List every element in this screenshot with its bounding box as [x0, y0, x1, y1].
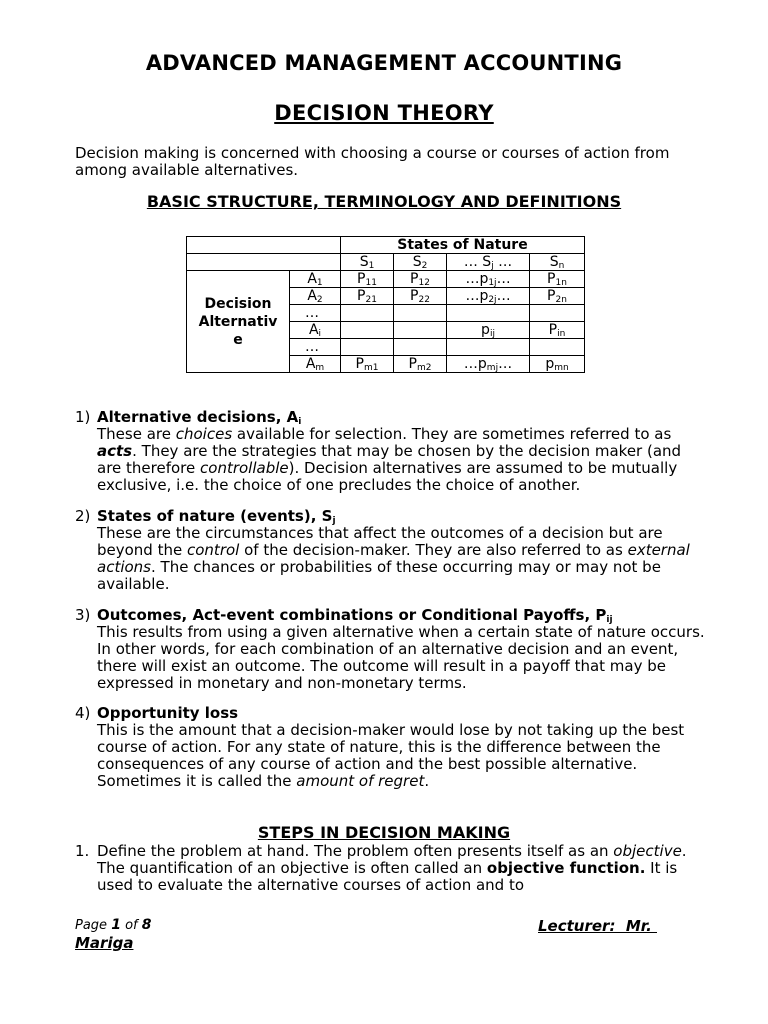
alt-a2: $A_2$ — [290, 288, 341, 305]
item-heading: Alternative decisions, $A_i$ — [97, 408, 302, 427]
table-row — [187, 254, 585, 271]
item-text: This results from using a given alternative when a certain state of nature occurs. In other words, for each combination of an alternative decision and an event, there will exist an outcome. The outcome will result in a payoff that may be expressed in monetary and non-monetary terms. — [97, 623, 705, 692]
decision-alternative-label: Decision Alternativ e — [187, 271, 290, 373]
item-text: This is the amount that a decision-maker would lose by not taking up the best course of action. For any state of nature, this is the difference between the consequences of any course of action and the best possible alternative. Sometimes it is called the amount of regret. — [97, 721, 685, 790]
item-heading: Opportunity loss — [97, 704, 239, 722]
state-s2: $S_2$ — [394, 254, 447, 271]
document-subtitle: DECISION THEORY — [274, 101, 494, 125]
item-number: 4) — [75, 704, 91, 722]
empty-cell — [530, 305, 585, 322]
item-heading: Outcomes, Act-event combinations or Conditional Payoffs, $P_{ij}$ — [97, 606, 613, 625]
page-footer — [75, 917, 695, 957]
alt-a1: $A_1$ — [290, 271, 341, 288]
payoff-p1n: $P_{1n}$ — [530, 271, 585, 288]
payoff-pij: $p_{ij}$ — [447, 322, 530, 339]
alt-am: $A_m$ — [290, 356, 341, 373]
document-title: ADVANCED MANAGEMENT ACCOUNTING — [145, 51, 623, 75]
item-number: 1. — [75, 842, 90, 860]
definition-item — [75, 409, 705, 494]
item-number: 1) — [75, 408, 91, 426]
intro-paragraph: Decision making is concerned with choosing a course or courses of action from among available alternatives. — [75, 144, 670, 179]
definition-item — [75, 508, 705, 593]
section-heading-steps: STEPS IN DECISION MAKING — [257, 823, 511, 842]
alt-ellipsis: … — [290, 339, 341, 356]
states-of-nature-header: States of Nature — [341, 237, 585, 254]
table-row — [187, 271, 585, 288]
alt-ai: $A_i$ — [290, 322, 341, 339]
item-text: Define the problem at hand. The problem often presents itself as an objective. The quantification of an objective is often called an objective function. It is used to evaluate the alternative courses of action and to — [97, 842, 687, 894]
table-row — [187, 237, 585, 254]
item-heading: States of nature (events), $S_j$ — [97, 507, 336, 526]
payoff-p12: $P_{12}$ — [394, 271, 447, 288]
payoff-pin: $P_{in}$ — [530, 322, 585, 339]
payoff-pmj: $\dots p_{mj}\dots$ — [447, 356, 530, 373]
payoff-p2j: $\dots p_{2j}\dots$ — [447, 288, 530, 305]
payoff-pm1: $P_{m1}$ — [341, 356, 394, 373]
item-number: 3) — [75, 606, 91, 624]
payoff-p1j: $\dots p_{1j}\dots$ — [447, 271, 530, 288]
empty-cell — [341, 305, 394, 322]
empty-cell — [530, 339, 585, 356]
section-heading-basic-structure: BASIC STRUCTURE, TERMINOLOGY AND DEFINITIONS — [146, 192, 622, 211]
empty-cell — [341, 339, 394, 356]
payoff-p2n: $P_{2n}$ — [530, 288, 585, 305]
empty-cell — [394, 322, 447, 339]
payoff-p21: $P_{21}$ — [341, 288, 394, 305]
payoff-p11: $P_{11}$ — [341, 271, 394, 288]
state-s1: $S_1$ — [341, 254, 394, 271]
table-corner-cell — [187, 254, 341, 271]
lecturer-name: Mariga — [75, 934, 134, 952]
lecturer-label: Lecturer: Mr. — [538, 917, 657, 935]
empty-cell — [447, 305, 530, 322]
empty-cell — [447, 339, 530, 356]
state-sj: … $S_j$ … — [447, 254, 530, 271]
table-corner-cell — [187, 237, 341, 254]
definition-item — [75, 705, 705, 790]
page-number: Page 1 of 8 — [75, 917, 152, 933]
item-number: 2) — [75, 507, 91, 525]
item-text: These are choices available for selection. They are sometimes referred to as acts. They are the strategies that may be chosen by the decision maker (and are therefore controllable). Decision alternatives are assumed to be mutually exclusive, i.e. the choice of one precludes the choice of another. — [97, 425, 682, 494]
empty-cell — [341, 322, 394, 339]
decision-matrix-table — [186, 236, 585, 373]
empty-cell — [394, 339, 447, 356]
item-text: These are the circumstances that affect the outcomes of a decision but are beyond the control of the decision-maker. They are also referred to as external actions. The chances or probabilities of these occurring may or may not be available. — [97, 524, 690, 593]
payoff-p22: $P_{22}$ — [394, 288, 447, 305]
payoff-pm2: $P_{m2}$ — [394, 356, 447, 373]
alt-ellipsis: … — [290, 305, 341, 322]
definition-item — [75, 607, 705, 692]
step-item — [75, 843, 705, 894]
payoff-pmn: $p_{mn}$ — [530, 356, 585, 373]
state-sn: $S_n$ — [530, 254, 585, 271]
empty-cell — [394, 305, 447, 322]
